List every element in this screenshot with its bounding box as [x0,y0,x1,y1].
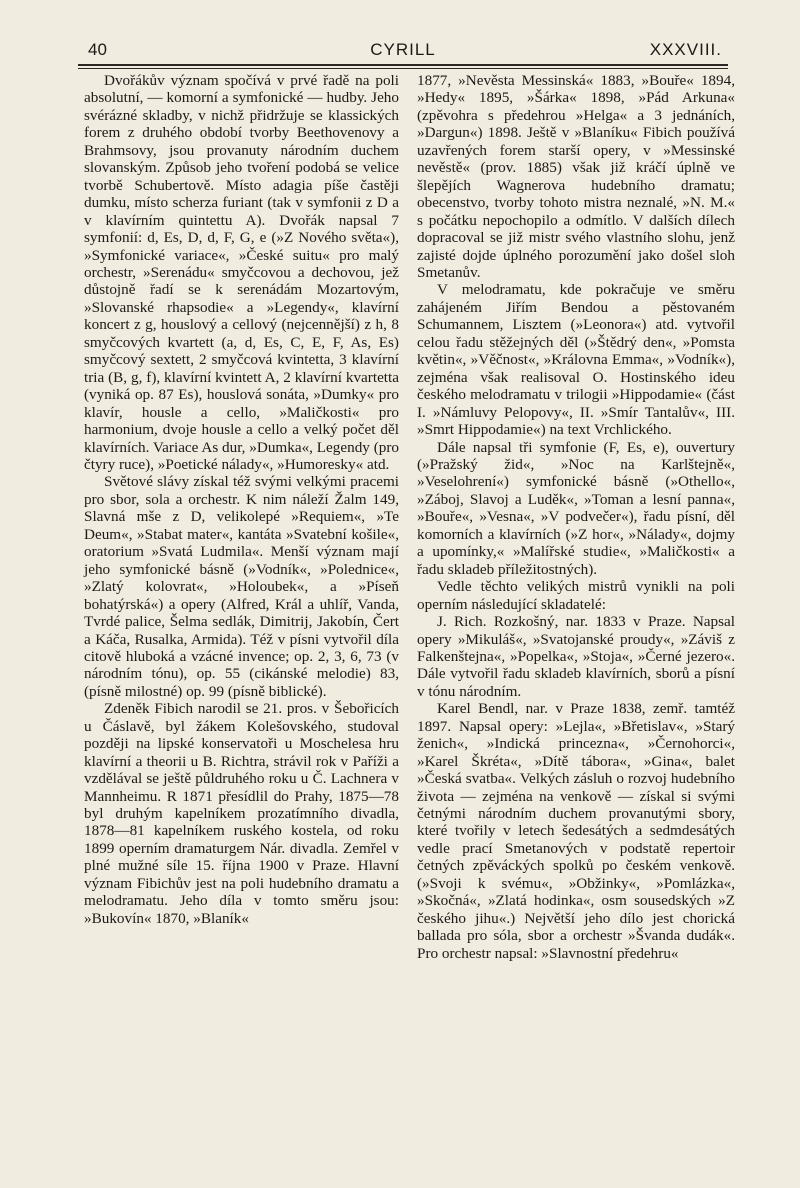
right-column [417,72,735,962]
paragraph: Dále napsal tři symfonie (F, Es, e), ouvertury (»Pražský žid«, »Noc na Karlštejně«, »Veselohrení«) symfonické básně (»Othello«, »Záboj, Slavoj a Luděk«, »Toman a lesní panna«, »Bouře«, »Vesna«, »V podvečer«), řadu písní, děl komorních a klavírních (»Z hor«, »Nálady«, dojmy a upomínky,« »Malířské studie«, »Maličkosti« a řadu skladeb příležitostných). [417,438,735,578]
paragraph: Dvořákův význam spočívá v prvé řadě na poli absolutní, — komorní a symfonické — hudby. Jeho svérázné skladby, v nichž přidržuje se klassických forem z druhého období tvorby Beethovenovy a Brahmsovy, jsou provanuty národním duchem slovanským. Způsob jeho tvoření podobá se velice tvorbě Schubertově. Místo adagia píše častěji dumku, místo scherza furiant (tak v symfonii z D a v klavírním quintettu A). Dvořák napsal 7 symfonií: d, Es, D, d, F, G, e (»Z Nového světa«), »Symfonické variace«, »České suitu« pro malý orchestr, »Serenádu« smyčcovou a dechovou, jež důstojně řadí se k serenádám Mozartovým, »Slovanské rhapsodie« a »Legendy«, klavírní koncert z g, houslový a cellový (nejcennější) z h, 8 smyčcových kvartett (a, d, Es, C, E, F, As, Es) smyčcový sextett, 2 smyčcová kvintetta, 3 klavírní tria (B, g, f), klavírní kvintett A, 2 klavírní kvartetta (vyniká op. 87 Es), houslová sonáta, »Dumky« pro klavír, housle a cello, »Maličkosti« pro harmonium, dvoje housle a cello a velký počet děl klavírních. Variace As dur, »Dumka«, Legendy (pro čtyry ruce), »Poetické nálady«, »Humoresky« atd. [84,72,400,473]
running-header [78,38,728,66]
paragraph: Vedle těchto velikých mistrů vynikli na poli operním následující skladatelé: [417,578,735,613]
left-column [84,72,399,927]
section-number: XXXVIII. [649,40,722,59]
paragraph: J. Rich. Rozkošný, nar. 1833 v Praze. Napsal opery »Mikuláš«, »Svatojanské proudy«, »Záviš z Falkenštejna«, »Popelka«, »Stoja«, »Černé jezero«. Dále vytvořil řadu skladeb klavírních, sborů a písní v tónu národním. [417,613,735,700]
paragraph: Zdeněk Fibich narodil se 21. pros. v Šebořicích u Čáslavě, byl žákem Kolešovského, studoval později na lipské konservatoři u Moschelesa hru klavírní a theorii u B. Richtra, strávil rok v Paříži a vzdělával se ještě půldruhého roku u Č. Lachnera v Mannheimu. R 1871 přesídlil do Prahy, 1875—78 byl druhým kapelníkem prozatímního divadla, 1878—81 kapelníkem ruského kostela, od roku 1899 operním dramaturgem Nár. divadla. Zemřel v plné mužné síle 15. října 1900 v Praze. Hlavní význam Fibichův jest na poli hudebního dramatu a melodramatu. Jeho díla v tomto směru jsou: »Bukovín« 1870, »Blaník« [84,700,399,927]
paragraph: Karel Bendl, nar. v Praze 1838, zemř. tamtéž 1897. Napsal opery: »Lejla«, »Břetislav«, »Starý ženich«, »Indická princezna«, »Černohorci«, »Karel Škréta«, »Dítě tábora«, »Gina«, balet »Česká svatba«. Velkých zásluh o rozvoj hudebního života — zejména na venkově — získal si svými četnými národním duchem provanutými sbory, které tvořily v letech šedesátých a sedmdesátých vedle prací Smetanových v podstatě repertoir četných zpěváckých spolků po českém venkově. (»Svoji k svému«, »Obžinky«, »Pomlázka«, »Skočná«, »Zlatá hodinka«, osm sousedských »Z českého jihu«.) Největší jeho dílo jest chorická ballada pro sóla, sbor a orchestr »Švanda dudák«. Pro orchestr napsal: »Slavnostní předehru« [417,700,735,962]
page-number: 40 [88,40,107,59]
header-rule [78,68,728,69]
paragraph: 1877, »Nevěsta Messinská« 1883, »Bouře« 1894, »Hedy« 1895, »Šárka« 1898, »Pád Arkuna« (zpěvohra s předehrou »Helga« a 3 jednáních, »Dargun«) 1898. Ještě v »Blaníku« Fibich používá uzavřených forem starší opery, v »Messinské nevěstě« (prov. 1885) však již kráčí úplně ve šlepějích Wagnerova hudebního dramatu; obecenstvo, tvorby tohoto mistra neznalé, »N. M.« s počátku nepochopilo a odmítlo. V dalších dílech dopracoval se již mistr svého vlastního slohu, jenž zajisté dojde úplného porozumění jako došel sloh Smetanův. [417,72,735,281]
running-title: CYRILL [370,40,436,59]
paragraph: Světové slávy získal též svými velkými pracemi pro sbor, sola a orchestr. K nim náleží Žalm 149, Slavná mše z D, velikolepé »Requiem«, »Te Deum«, »Stabat mater«, kantáta »Svatební košile«, oratorium »Svatá Ludmila«. Menší význam mají jeho symfonické básně (»Vodník«, »Polednice«, »Zlatý kolovrat«, »Holoubek«, a »Píseň bohatýrská«) a opery (Alfred, Král a uhlíř, Vanda, Tvrdé palice, Šelma sedlák, Dimitrij, Jakobín, Čert a Káča, Rusalka, Armida). Též v písni vytvořil díla citově hluboká a vzácné invence; op. 2, 3, 6, 73 (v národním tónu), op. 55 (cikánské melodie) 83, (písně milostné) op. 99 (písně biblické). [84,473,399,700]
paragraph: V melodramatu, kde pokračuje ve směru zahájeném Jiřím Bendou a pěstovaném Schumannem, Lisztem (»Leonora«) atd. vytvořil celou řadu stěžejných děl (»Štědrý den«, »Pomsta květin«, »Věčnost«, »Královna Emma«, »Vodník«), zejména však realisoval O. Hostinského ideu českého melodramatu v trilogii »Hippodamie« (část I. »Námluvy Pelopovy«, II. »Smír Tantalův«, III. »Smrt Hippodamie«) na text Vrchlického. [417,281,735,439]
